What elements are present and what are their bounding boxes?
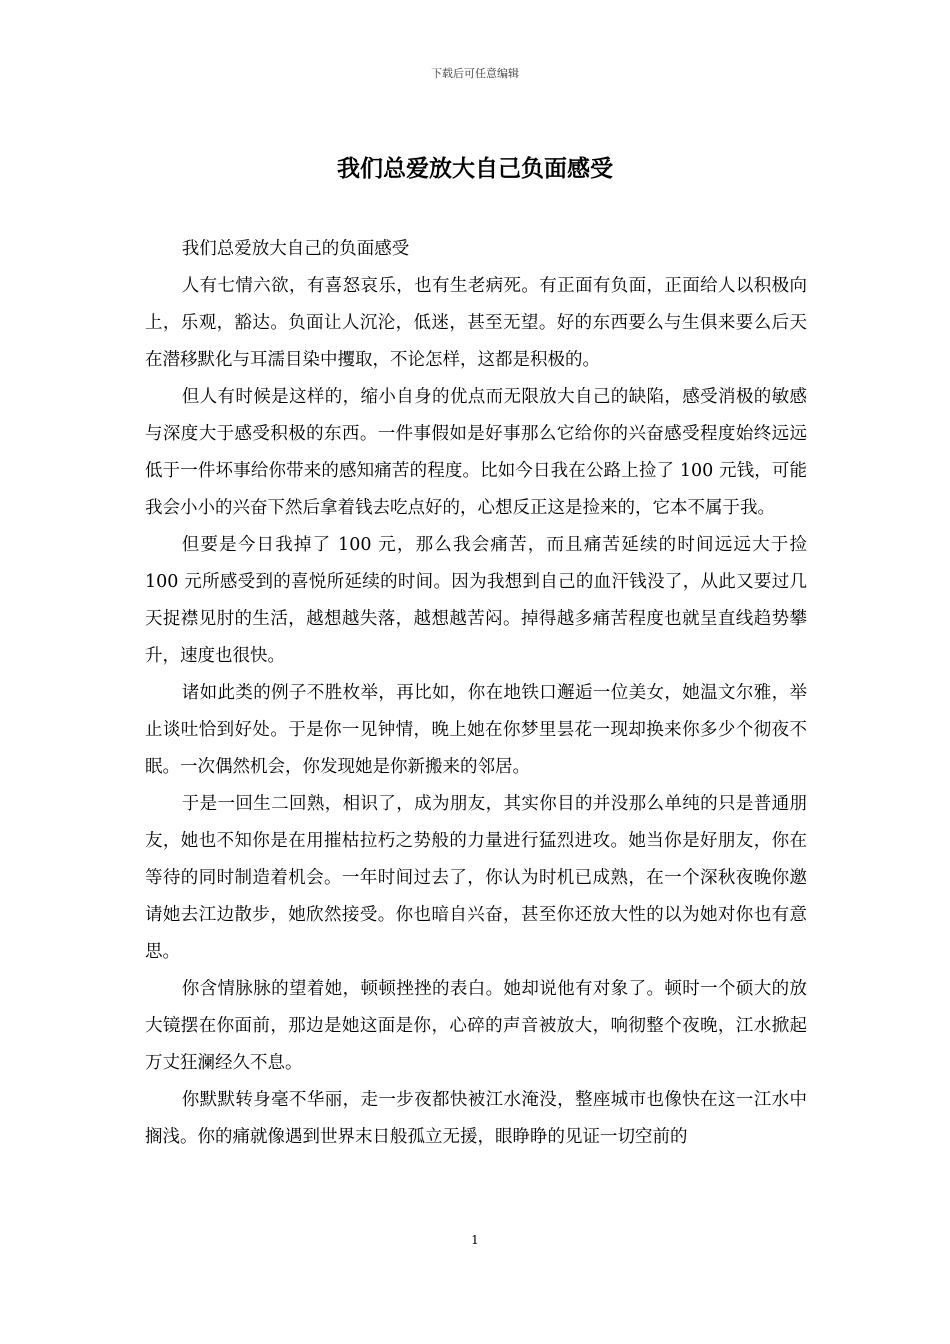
paragraph: 你默默转身毫不华丽，走一步夜都快被江水淹没，整座城市也像快在这一江水中搁浅。你的痛就像遇到世界末日般孤立无援，眼睁睁的见证一切空前的 <box>145 1090 807 1147</box>
paragraph: 于是一回生二回熟，相识了，成为朋友，其实你目的并没那么单纯的只是普通朋友，她也不知你是在用摧枯拉朽之势般的力量进行猛烈进攻。她当你是好朋友，你在等待的同时制造着机会。一年时间过去了，你认为时机已成熟，在一个深秋夜晚你邀请她去江边散步，她欣然接受。你也暗自兴奋，甚至你还放大性的以为她对你也有意思。 <box>145 794 807 962</box>
document-body <box>145 231 807 1156</box>
page-number: 1 <box>471 1233 479 1247</box>
paragraph: 诸如此类的例子不胜枚举，再比如，你在地铁口邂逅一位美女，她温文尔雅，举止谈吐恰到好处。于是你一见钟情，晚上她在你梦里昙花一现却换来你多少个彻夜不眠。一次偶然机会，你发现她是你新搬来的邻居。 <box>145 683 807 777</box>
paragraph-subtitle: 我们总爱放大自己的负面感受 <box>181 239 410 259</box>
paragraph: 但人有时候是这样的，缩小自身的优点而无限放大自己的缺陷，感受消极的敏感与深度大于感受积极的东西。一件事假如是好事那么它给你的兴奋感受程度始终远远低于一件坏事给你带来的感知痛苦的程度。比如今日我在公路上捡了 100 元钱，可能我会小小的兴奋下然后拿着钱去吃点好的，心想反正这是捡来的，它本不属于我。 <box>145 387 807 518</box>
paragraph: 你含情脉脉的望着她，顿顿挫挫的表白。她却说他有对象了。顿时一个硕大的放大镜摆在你面前，那边是她这面是你，心碎的声音被放大，响彻整个夜晚，江水掀起万丈狂澜经久不息。 <box>145 979 807 1073</box>
paragraph: 但要是今日我掉了 100 元，那么我会痛苦，而且痛苦延续的时间远远大于捡 100 元所感受到的喜悦所延续的时间。因为我想到自己的血汗钱没了，从此又要过几天捉襟见肘的生活，越想越失落，越想越苦闷。掉得越多痛苦程度也就呈直线趋势攀升，速度也很快。 <box>145 535 807 666</box>
paragraph: 人有七情六欲，有喜怒哀乐，也有生老病死。有正面有负面，正面给人以积极向上，乐观，豁达。负面让人沉沦，低迷，甚至无望。好的东西要么与生俱来要么后天在潜移默化与耳濡目染中攫取，不论怎样，这都是积极的。 <box>145 276 807 370</box>
document-title: 我们总爱放大自己负面感受 <box>337 155 613 182</box>
header-note: 下载后可任意编辑 <box>431 67 519 80</box>
